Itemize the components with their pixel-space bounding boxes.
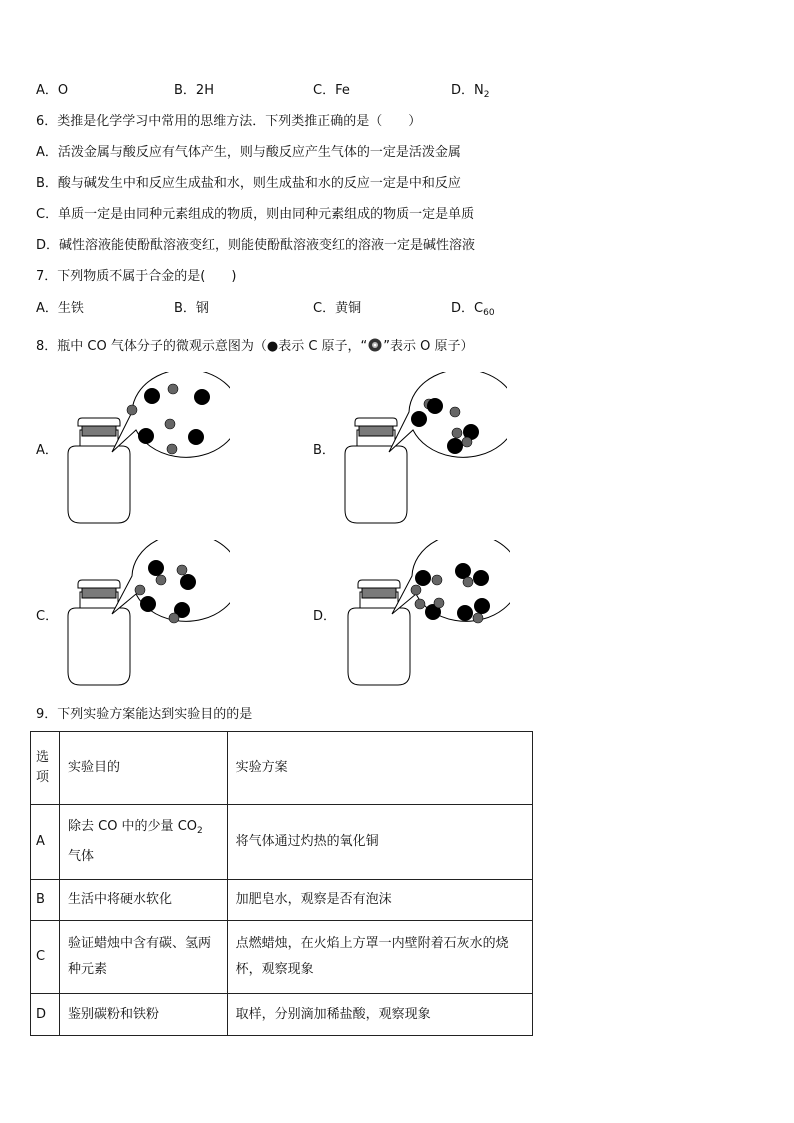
q9-stem: 9．下列实验方案能达到实验目的的是 xyxy=(36,707,253,722)
header-goal: 实验目的 xyxy=(59,732,227,805)
row-c-plan-line2: 杯，观察现象 xyxy=(235,962,314,977)
q6-option-b: B．酸与碱发生中和反应生成盐和水，则生成盐和水的反应一定是中和反应 xyxy=(36,176,461,191)
row-b-plan: 加肥皂水，观察是否有泡沫 xyxy=(227,880,532,921)
q8-label-d: D． xyxy=(313,609,337,624)
header-plan: 实验方案 xyxy=(227,732,532,805)
q7-option-d-subscript: 60 xyxy=(483,308,495,318)
q8-label-c: C． xyxy=(36,609,59,624)
q7-option-a: A．生铁 xyxy=(36,301,84,316)
header-option-line2: 项 xyxy=(36,770,50,785)
q6-option-c: C．单质一定是由同种元素组成的物质，则由同种元素组成的物质一定是单质 xyxy=(36,207,475,222)
o-atom-legend-icon xyxy=(367,337,383,353)
q7-option-b: B．钢 xyxy=(174,301,209,316)
table-row xyxy=(31,994,533,1036)
q8-label-b: B． xyxy=(313,443,335,458)
experiment-table xyxy=(30,731,533,1036)
row-c-goal-line1: 验证蜡烛中含有碳、氢两 xyxy=(67,936,211,951)
q8-stem-part2: ”表示 O 原子） xyxy=(383,339,474,354)
q8-scene-b xyxy=(337,372,507,527)
q6-option-d: D．碱性溶液能使酚酞溶液变红，则能使酚酞溶液变红的溶液一定是碱性溶液 xyxy=(36,238,476,253)
q5-option-a: A．O xyxy=(36,83,69,98)
row-a-plan: 将气体通过灼热的氧化铜 xyxy=(227,805,532,880)
q8-scene-d xyxy=(340,540,510,690)
q8-stem-part1: 8．瓶中 CO 气体分子的微观示意图为（●表示 C 原子，“ xyxy=(36,339,368,354)
row-b-option: B xyxy=(31,880,60,921)
row-c-goal-line2: 种元素 xyxy=(67,962,107,977)
row-c-plan-line1: 点燃蜡烛，在火焰上方罩一内壁附着石灰水的烧 xyxy=(235,936,509,951)
row-a-goal-subscript: 2 xyxy=(197,826,203,836)
q8-scene-a xyxy=(60,372,230,527)
row-c-goal xyxy=(59,921,227,994)
row-b-goal: 生活中将硬水软化 xyxy=(59,880,227,921)
q5-option-d xyxy=(451,82,489,104)
q5-option-d-text: D．N xyxy=(451,83,484,98)
q7-option-d-text: D．C xyxy=(451,301,484,316)
gas-bottle-c xyxy=(68,580,130,685)
speech-bubble-c xyxy=(112,540,230,621)
row-d-plan: 取样，分别滴加稀盐酸，观察现象 xyxy=(227,994,532,1036)
q8-label-a: A． xyxy=(36,443,58,458)
table-row xyxy=(31,921,533,994)
table-header-row xyxy=(31,732,533,805)
q8-stem xyxy=(36,337,474,356)
row-a-goal xyxy=(59,805,227,880)
q5-option-c: C．Fe xyxy=(313,83,350,98)
q5-option-d-subscript: 2 xyxy=(483,90,490,100)
table-row xyxy=(31,880,533,921)
row-a-goal-line1: 除去 CO 中的少量 CO xyxy=(67,819,198,834)
table-row xyxy=(31,805,533,880)
row-d-option: D xyxy=(31,994,60,1036)
q8-scene-c xyxy=(60,540,230,690)
q7-option-c: C．黄铜 xyxy=(313,301,362,316)
q6-option-a: A．活泼金属与酸反应有气体产生，则与酸反应产生气体的一定是活泼金属 xyxy=(36,145,461,160)
speech-bubble-d xyxy=(392,540,510,621)
q7-option-d xyxy=(451,300,495,322)
row-c-plan xyxy=(227,921,532,994)
row-a-goal-line2: 气体 xyxy=(67,849,94,864)
gas-bottle-d xyxy=(348,580,410,685)
q6-stem: 6．类推是化学学习中常用的思维方法．下列类推正确的是（ ） xyxy=(36,114,422,129)
header-option xyxy=(31,732,60,805)
q5-option-b: B．2H xyxy=(174,83,214,98)
row-a-option: A xyxy=(31,805,60,880)
row-d-goal: 鉴别碳粉和铁粉 xyxy=(59,994,227,1036)
q7-stem: 7．下列物质不属于合金的是( ) xyxy=(36,269,237,284)
row-c-option: C xyxy=(31,921,60,994)
header-option-line1: 选 xyxy=(36,750,50,765)
